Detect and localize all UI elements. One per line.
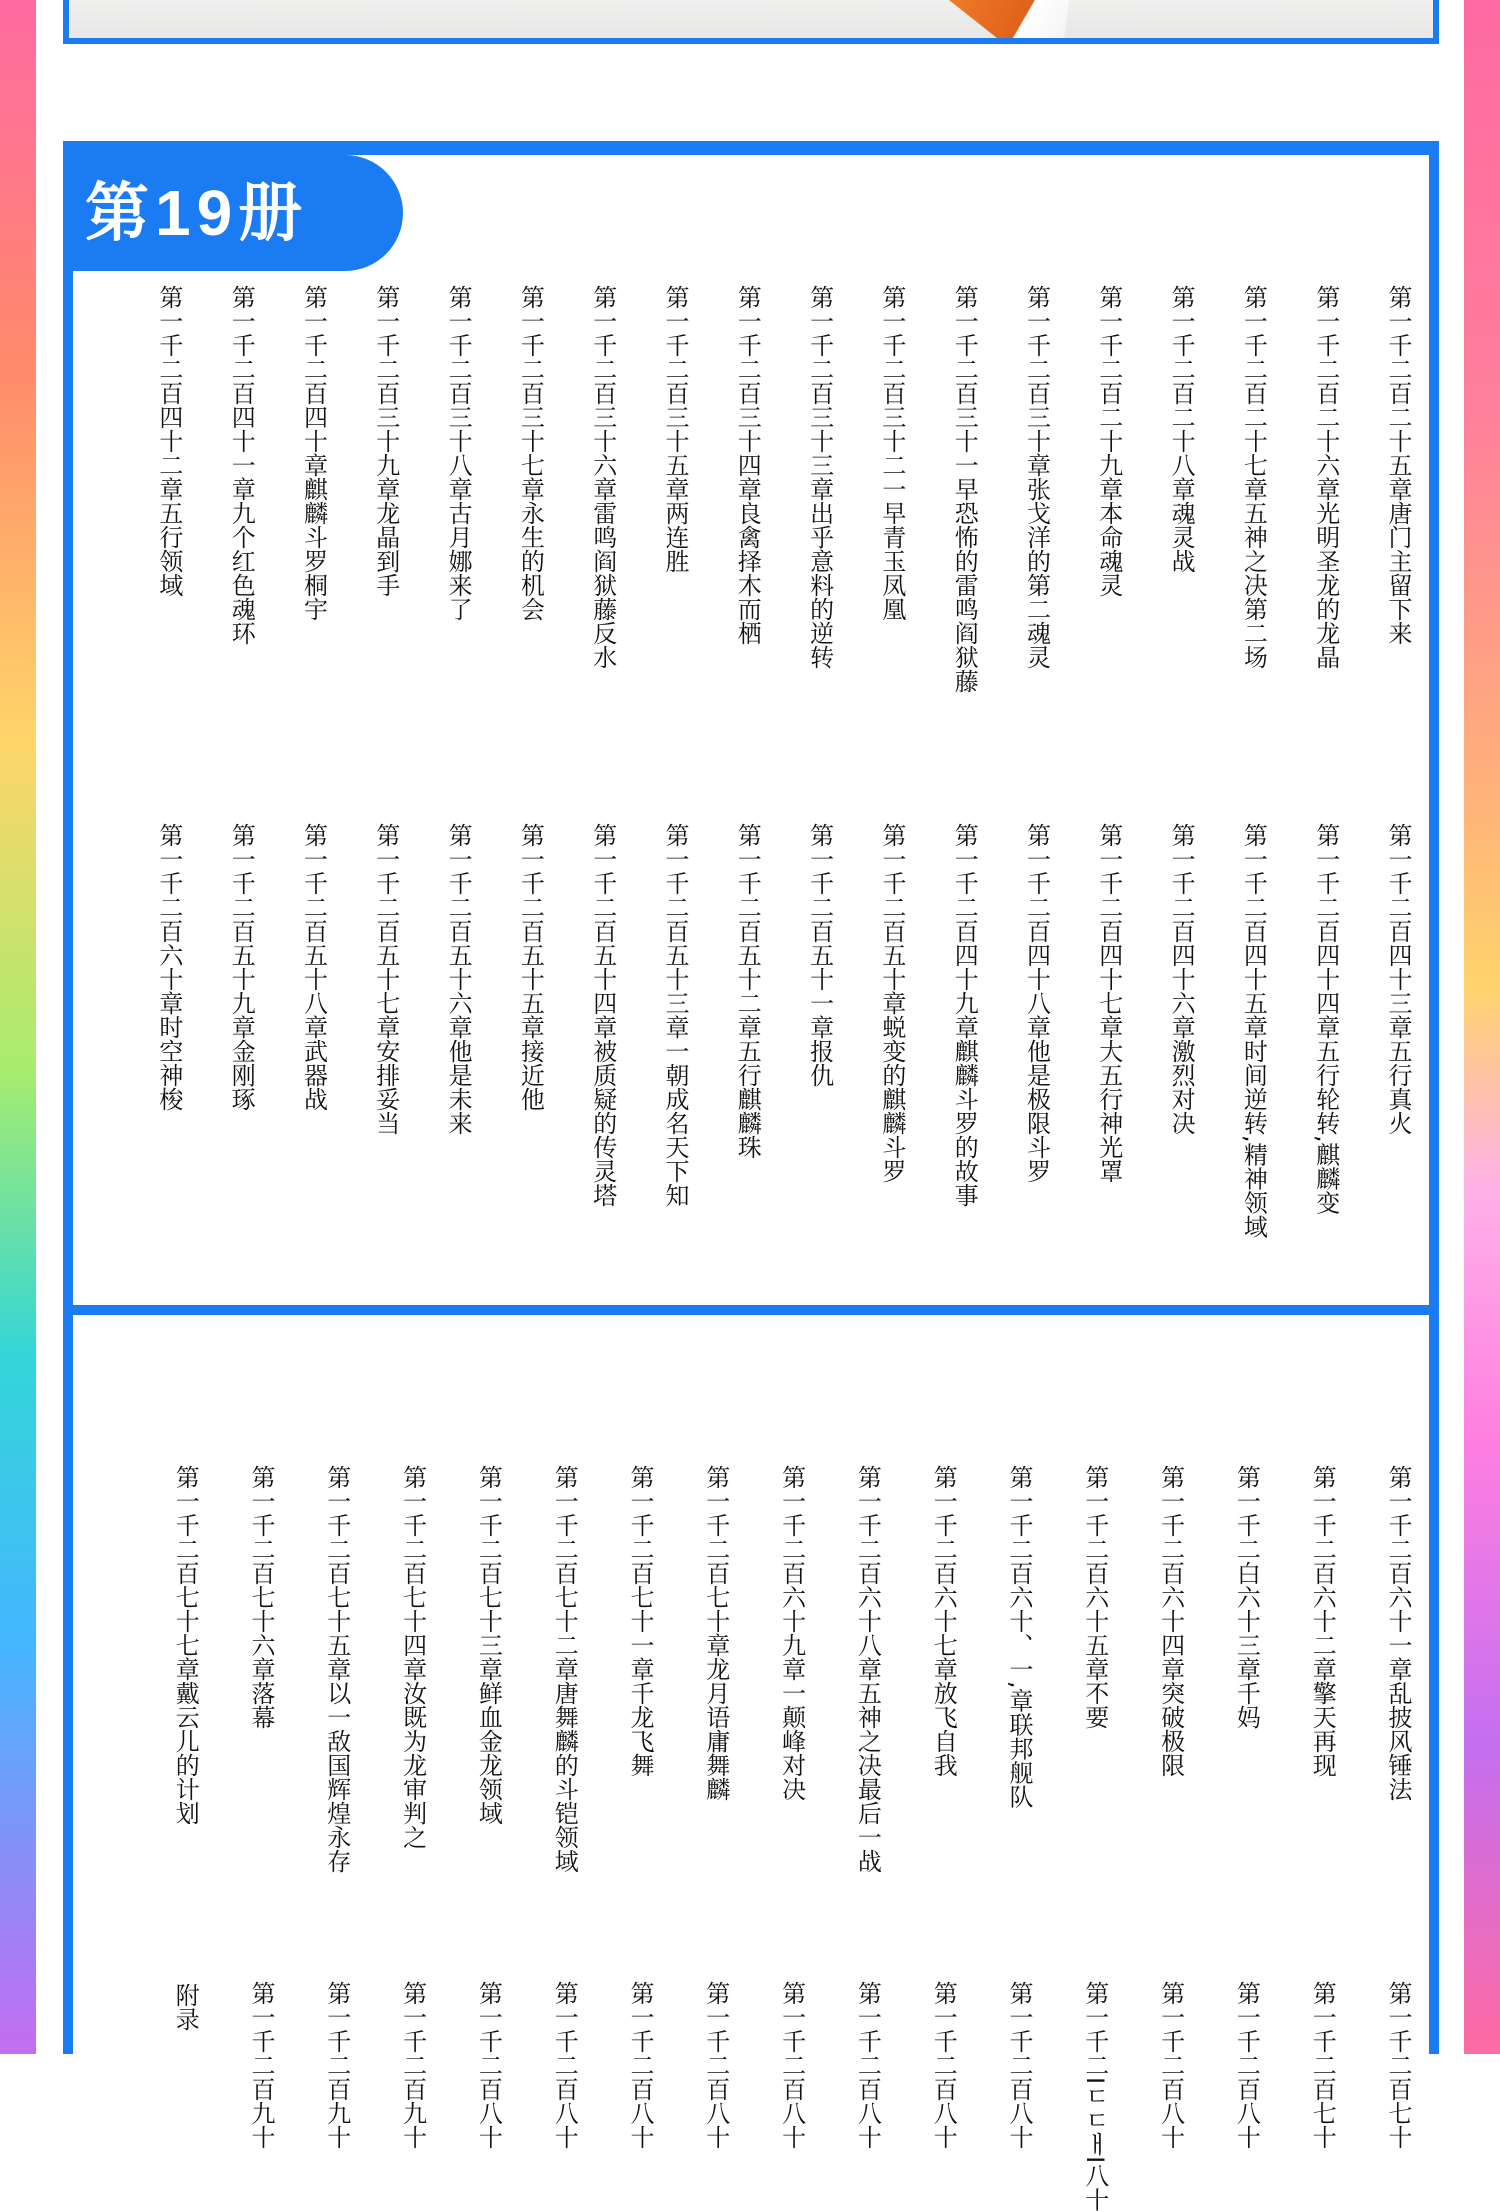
chapter-title: 第一千二百五十七章安排妥当 [371, 823, 400, 1135]
chapter-title: 第一千二百五十六章他是未来 [444, 823, 473, 1135]
chapter-title: 第一千二百六十五章不要 [1080, 1465, 1109, 1729]
chapter-title: 第一千二百八十 [1005, 1981, 1033, 2149]
chapter-title: 第一千二百七十章龙月语庸舞麟 [701, 1465, 730, 1801]
chapter-title: 第一千二百八十 [1156, 1981, 1185, 2149]
chapter-title: 第一千二百三十六章雷鸣阎狱藤反水 [588, 285, 617, 669]
chapter-title: 第一千二百三十四章良禽择木而栖 [733, 285, 762, 645]
chapter-title: 第一千二百七十 [1384, 1981, 1412, 2149]
chapter-title: 第一千二百八十 [474, 1981, 503, 2149]
chapter-title: 第一千二百九十 [398, 1981, 427, 2149]
chapter-title: 第一千二百八十 [929, 1981, 958, 2149]
chapter-title: 第一千二百四十九章麒麟斗罗的故事 [950, 823, 979, 1207]
chapter-title: 第一千二百三十七章永生的机会 [516, 285, 545, 621]
chapter-title: 第一千二白六十三章千妈 [1232, 1465, 1261, 1729]
chapter-title: 第一千二百六十二章擎天再现 [1308, 1465, 1337, 1777]
chapter-title: 第一千二百六十章时空神梭 [154, 823, 183, 1111]
chapter-title: 第一千二百二十八章魂灵战 [1167, 285, 1196, 573]
chapter-title: 第一千二百七十六章落幕 [247, 1465, 275, 1729]
chapter-title: 第一千二百九十 [322, 1981, 351, 2149]
chapter-title: 第一千二百三十一早恐怖的雷鸣阎狱藤 [950, 285, 979, 693]
chapter-title: 第一千二百三十章张戈洋的第二魂灵 [1022, 285, 1051, 669]
chapter-title: 第一千二百四十六章激烈对决 [1167, 823, 1196, 1135]
chapter-title: 第一千二百二十五章唐门主留下来 [1384, 285, 1412, 645]
chapter-title: 第一千二百五十三章一朝成名天下知 [661, 823, 689, 1207]
chapter-title: 第一千二百四十三章五行真火 [1384, 823, 1412, 1135]
chapter-title: 第一千二百三十五章两连胜 [661, 285, 689, 573]
chapter-title: 第一千二百二十六章光明圣龙的龙晶 [1311, 285, 1340, 669]
chapter-title: 第一千二百二十七章五神之决第二场 [1239, 285, 1268, 669]
chapter-title: 第一千二百八十 [853, 1981, 882, 2149]
chapter-title: 第一千二百五十九章金刚琢 [227, 823, 256, 1111]
volume-toc-card [63, 141, 1439, 2211]
chapter-title: 第一千二百四十章麒麟斗罗桐宇 [299, 285, 328, 621]
left-rainbow-stripe [0, 0, 36, 2054]
toc-panel-top [73, 155, 1429, 1305]
chapter-title: 第一千二百六十四章突破极限 [1156, 1465, 1185, 1777]
volume-title-badge: 第19册 [63, 155, 403, 271]
chapter-title: 第一千二百七十五章以一敌国辉煌永存 [322, 1465, 351, 1873]
chapter-title: 第一千二百五十四章被质疑的传灵塔 [588, 823, 617, 1207]
chapter-title: 第一千二百四十五章时间逆转,精神领域 [1239, 823, 1268, 1239]
chapter-title: 第一千二百四十七章大五行神光罩 [1094, 823, 1123, 1183]
chapter-title: 第一千二百四十四章五行轮转,麒麟变 [1311, 823, 1340, 1215]
chapter-title: 第一千二百七十一章千龙飞舞 [626, 1465, 654, 1777]
chapter-title: 第一千二百六十、一,章联邦舰队 [1005, 1465, 1033, 1809]
chapter-title: 第一千二百四十八章他是极限斗罗 [1022, 823, 1051, 1183]
chapter-title: 第一千二百八十 [626, 1981, 654, 2149]
chapter-title: 第一千二百五十五章接近他 [516, 823, 545, 1111]
chapter-title: 第一千二百六十九章一颠峰对决 [777, 1465, 806, 1801]
chapter-title: 第一千二百二十九章本命魂灵 [1094, 285, 1123, 597]
book-corner-decoration [949, 0, 1069, 38]
right-rainbow-stripe [1464, 0, 1500, 2054]
book-cover-image [63, 0, 1439, 44]
chapter-title: 第一千二百三十八章古月娜来了 [444, 285, 473, 621]
chapter-title: 第一千二百七十七章戴云儿的计划 [171, 1465, 200, 1825]
chapter-title: 第一千二百六十七章放飞自我 [929, 1465, 958, 1777]
chapter-title: 第一千二百八十 [777, 1981, 806, 2149]
chapter-title: 附录 [171, 1983, 200, 2031]
chapter-title: 第一千二百六十一章乱披风锤法 [1384, 1465, 1412, 1801]
chapter-title: 第一千二百五十章蜕变的麒麟斗罗 [877, 823, 906, 1183]
chapter-title: 第一千二百八十 [701, 1981, 730, 2149]
chapter-title: 第一千二百五十二章五行麒麟珠 [733, 823, 762, 1159]
chapter-title: 第一千二百五十一章报仇 [805, 823, 834, 1087]
chapter-title: 第一千二百三十九章龙晶到手 [371, 285, 400, 597]
chapter-title: 第一千二百五十八章武器战 [299, 823, 328, 1111]
chapter-title: 第一千二百四十二章五行领域 [154, 285, 183, 597]
chapter-title: 第一千二百三十二一早青玉凤凰 [877, 285, 906, 621]
chapter-title: 第一千二IㄷㄷㅐI八十 [1080, 1981, 1109, 2211]
chapter-title: 第一千二百七十二章唐舞麟的斗铠领域 [550, 1465, 579, 1873]
toc-panel-bottom [73, 1315, 1429, 2211]
chapter-title: 第一千二百九十 [247, 1981, 275, 2149]
chapter-title: 第一千二百三十三章出乎意料的逆转 [805, 285, 834, 669]
chapter-title: 第一千二百七十 [1308, 1981, 1337, 2149]
chapter-title: 第一千二百七十三章鲜血金龙领域 [474, 1465, 503, 1825]
chapter-title: 第一千二百七十四章汝既为龙审判之 [398, 1465, 427, 1849]
chapter-title: 第一千二百六十八章五神之决最后一战 [853, 1465, 882, 1873]
chapter-title: 第一千二百八十 [1232, 1981, 1261, 2149]
chapter-title: 第一千二百八十 [550, 1981, 579, 2149]
chapter-title: 第一千二百四十一章九个红色魂环 [227, 285, 256, 645]
